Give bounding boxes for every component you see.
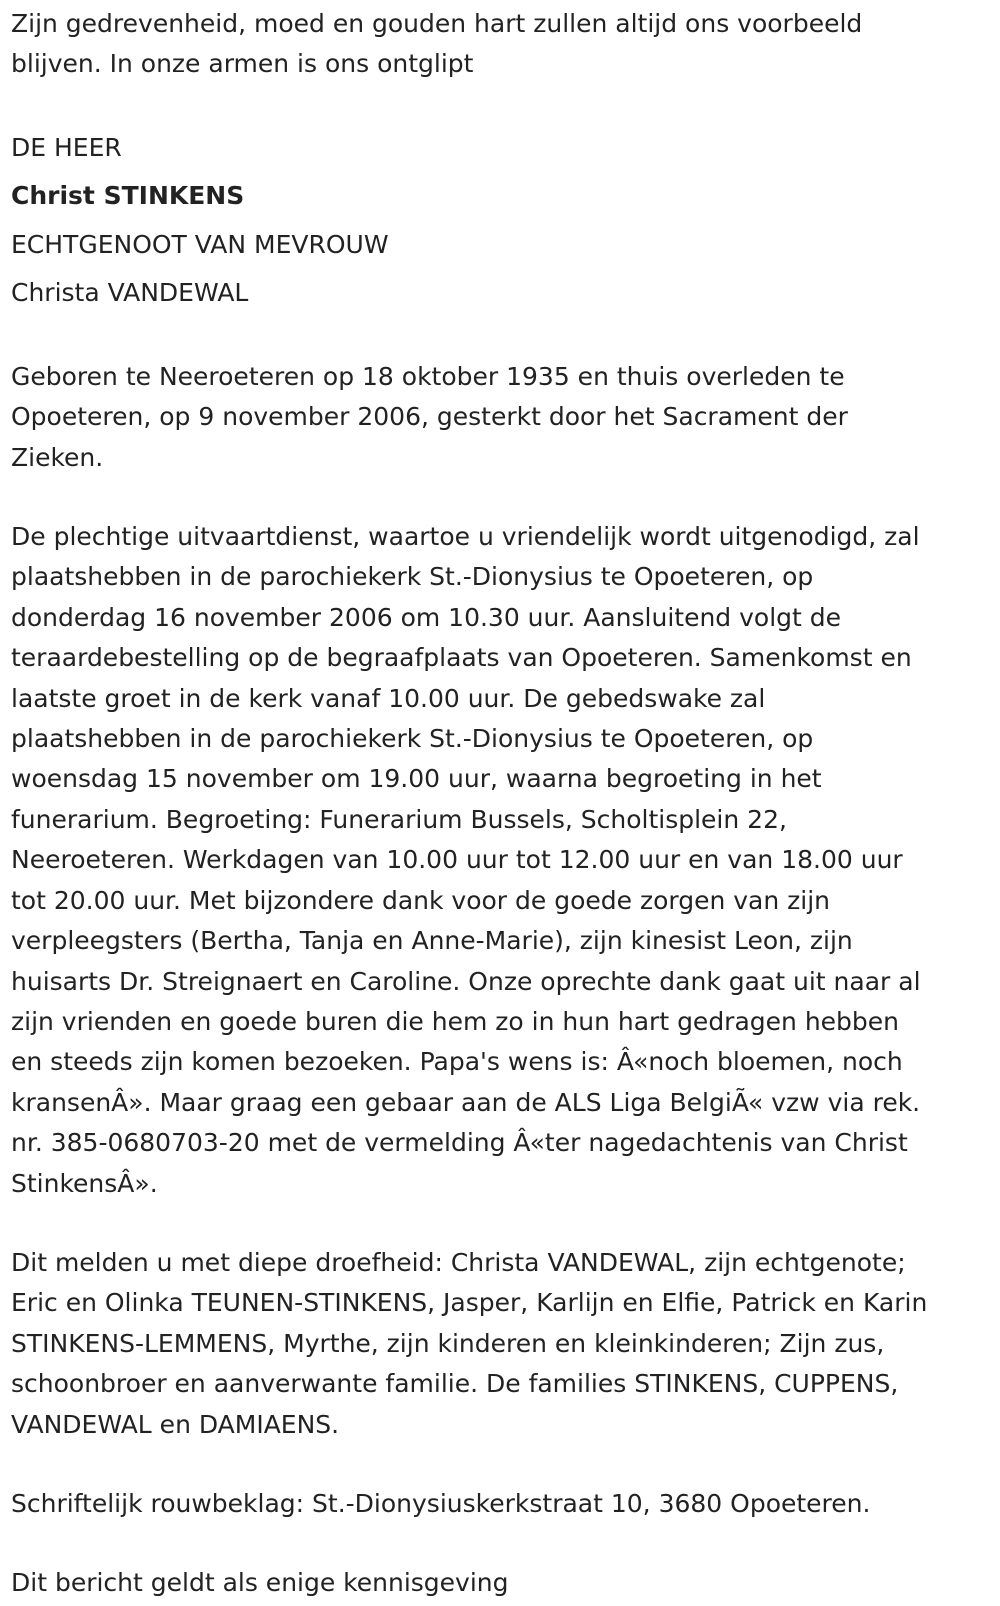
obituary-notice [11,4,996,1604]
deceased-name: Christ STINKENS [11,181,245,211]
honorific-title: DE HEER [11,132,122,162]
birth-death-paragraph: Geboren te Neeroeteren op 18 oktober 1935 en thuis overleden te Opoeteren, op 9 november 2006, gesterkt door het Sacrament der Zieken. [11,361,848,472]
family-paragraph: Dit melden u met diepe droefheid: Christa VANDEWAL, zijn echtgenote; Eric en Olinka TEUNEN-STINKENS, Jasper, Karlijn en Elfie, Patrick en Karin STINKENS-LEMMENS, Myrthe, zijn kinderen en kleinkinderen; Zijn zus, schoonbroer en aanverwante familie. De families STINKENS, CUPPENS, VANDEWAL en DAMIAENS. [11,1247,928,1439]
intro-text: Zijn gedrevenheid, moed en gouden hart zullen altijd ons voorbeeld blijven. In onze armen is ons ontglipt [11,9,863,79]
funeral-service-paragraph: De plechtige uitvaartdienst, waartoe u vriendelijk wordt uitgenodigd, zal plaatshebben in de parochiekerk St.-Dionysius te Opoeteren, op donderdag 16 november 2006 om 10.30 uur. Aansluitend volgt de teraardebestelling op de begraafplaats van Opoeteren. Samenkomst en laatste groet in de kerk vanaf 10.00 uur. De gebedswake zal plaatshebben in de parochiekerk St.-Dionysius te Opoeteren, op woensdag 15 november om 19.00 uur, waarna begroeting in het funerarium. Begroeting: Funerarium Bussels, Scholtisplein 22, Neeroeteren. Werkdagen van 10.00 uur tot 12.00 uur en van 18.00 uur tot 20.00 uur. Met bijzondere dank voor de goede zorgen van zijn verpleegsters (Bertha, Tanja en Anne-Marie), zijn kinesist Leon, zijn huisarts Dr. Streignaert en Caroline. Onze oprechte dank gaat uit naar al zijn vrienden en goede buren die hem zo in hun hart gedragen hebben en steeds zijn komen bezoeken. Papa's wens is: Â«noch bloemen, noch kransenÂ». Maar graag een gebaar aan de ALS Liga BelgiÃ« vzw via rek. nr. 385-0680703-20 met de vermelding Â«ter nagedachtenis van Christ StinkensÂ». [11,522,921,1198]
spouse-name: Christa VANDEWAL [11,278,249,308]
closing-line: Dit bericht geldt als enige kennisgeving [11,1568,509,1598]
spouse-label: ECHTGENOOT VAN MEVROUW [11,229,389,259]
condolence-address: Schriftelijk rouwbeklag: St.-Dionysiuskerkstraat 10, 3680 Opoeteren. [11,1488,871,1518]
